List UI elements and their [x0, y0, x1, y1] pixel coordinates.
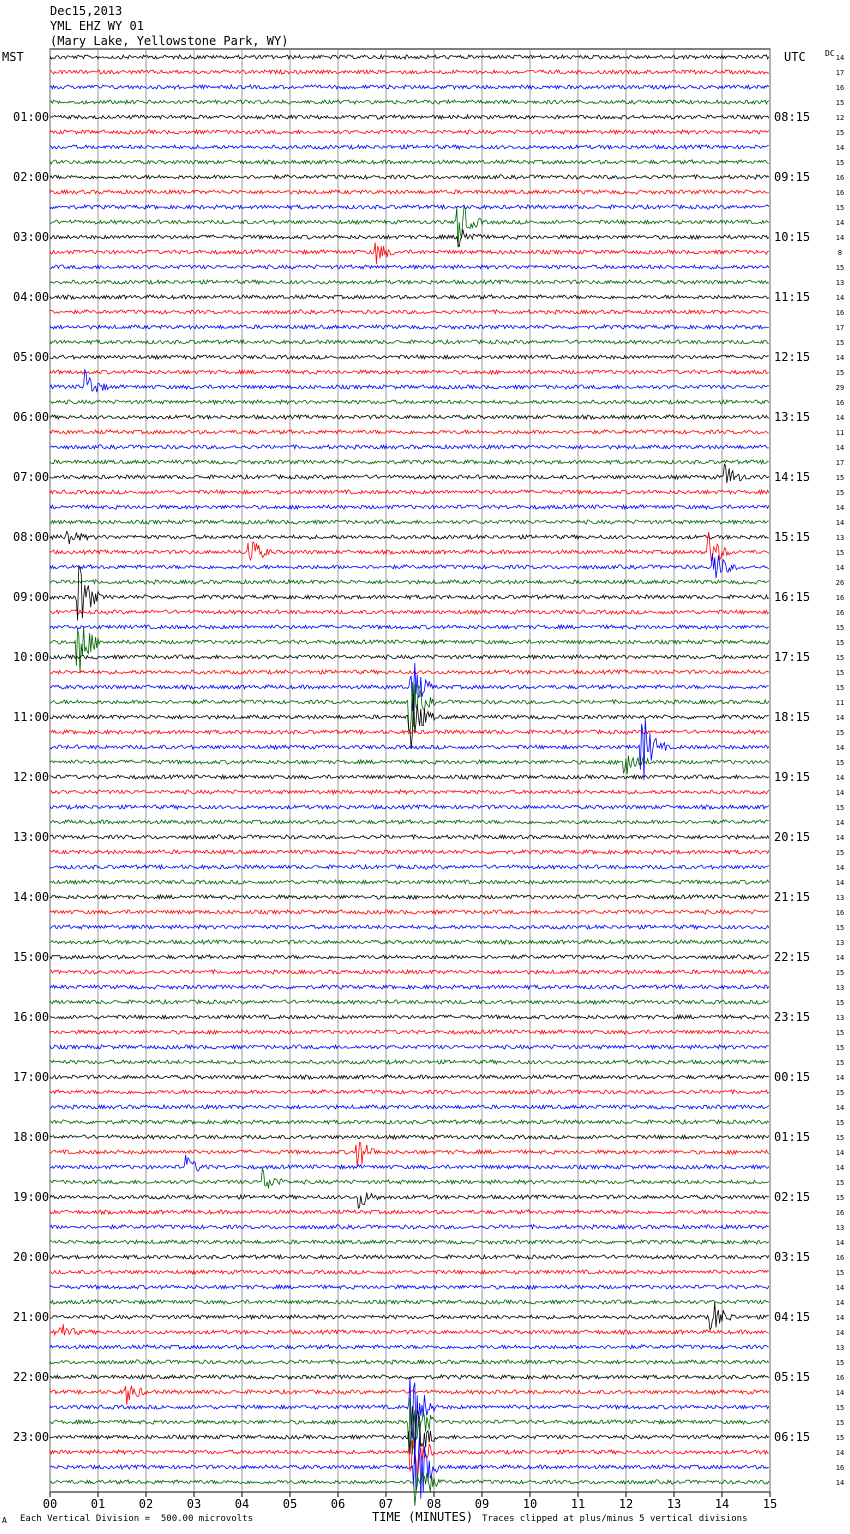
seismic-trace	[50, 925, 769, 929]
left-hour-label: 23:00	[13, 1430, 50, 1444]
left-hour-label: 12:00	[13, 770, 50, 784]
dc-offset-value: 17	[835, 69, 845, 77]
seismic-trace	[50, 910, 769, 914]
seismic-trace	[50, 820, 769, 824]
dc-offset-value: 14	[835, 819, 845, 827]
dc-offset-value: 16	[835, 1374, 845, 1382]
dc-offset-value: 14	[835, 144, 845, 152]
right-hour-label: 03:15	[774, 1250, 811, 1264]
right-hour-label: 17:15	[774, 650, 811, 664]
dc-offset-value: 14	[835, 834, 845, 842]
seismic-trace	[50, 1120, 769, 1124]
dc-offset-value: 15	[835, 1134, 845, 1142]
seismic-trace	[50, 460, 769, 464]
x-tick-label: 05	[282, 1497, 298, 1511]
seismic-trace	[50, 70, 769, 74]
dc-offset-value: 16	[835, 609, 845, 617]
right-hour-label: 22:15	[774, 950, 811, 964]
right-hour-label: 18:15	[774, 710, 811, 724]
seismic-trace	[50, 880, 769, 884]
seismic-trace	[50, 205, 769, 209]
seismic-trace	[50, 229, 769, 247]
seismic-trace	[50, 1193, 769, 1209]
x-tick-label: 08	[426, 1497, 442, 1511]
seismic-trace	[50, 865, 769, 869]
dc-offset-value: 16	[835, 1254, 845, 1262]
seismic-trace	[50, 175, 769, 179]
dc-offset-value: 15	[835, 639, 845, 647]
dc-offset-value: 15	[835, 264, 845, 272]
dc-offset-value: 14	[835, 879, 845, 887]
seismic-trace	[50, 790, 769, 794]
seismic-trace	[50, 145, 769, 149]
dc-offset-value: 15	[835, 489, 845, 497]
seismic-trace	[50, 1472, 769, 1506]
dc-offset-value: 14	[835, 1299, 845, 1307]
left-hour-label: 10:00	[13, 650, 50, 664]
x-tick-label: 03	[186, 1497, 202, 1511]
seismic-trace	[50, 1300, 769, 1304]
seismic-trace	[50, 1240, 769, 1244]
x-tick-label: 00	[42, 1497, 58, 1511]
station-code: YML EHZ WY 01	[50, 19, 144, 33]
right-hour-label: 11:15	[774, 290, 811, 304]
x-tick-label: 15	[762, 1497, 778, 1511]
dc-offset-value: 15	[835, 759, 845, 767]
dc-offset-value: 15	[835, 729, 845, 737]
seismic-trace	[50, 464, 769, 483]
x-tick-label: 12	[618, 1497, 634, 1511]
seismic-trace	[50, 490, 769, 494]
right-hour-label: 00:15	[774, 1070, 811, 1084]
seismic-trace	[50, 1360, 769, 1364]
dc-offset-value: 14	[835, 1449, 845, 1457]
seismic-trace	[50, 805, 769, 809]
dc-offset-value: 15	[835, 804, 845, 812]
dc-offset-value: 15	[835, 1359, 845, 1367]
dc-offset-value: 14	[835, 1389, 845, 1397]
right-hour-label: 08:15	[774, 110, 811, 124]
right-hour-label: 15:15	[774, 530, 811, 544]
right-hour-label: 02:15	[774, 1190, 811, 1204]
dc-offset-value: 13	[835, 894, 845, 902]
dc-offset-value: 14	[835, 504, 845, 512]
dc-offset-value: 29	[835, 384, 845, 392]
dc-offset-value: 14	[835, 864, 845, 872]
seismic-trace	[50, 1090, 769, 1094]
dc-offset-value: 16	[835, 1464, 845, 1472]
dc-offset-value: 14	[835, 294, 845, 302]
seismic-trace	[50, 1255, 769, 1259]
right-hour-label: 19:15	[774, 770, 811, 784]
x-tick-label: 01	[90, 1497, 106, 1511]
dc-offset-value: 14	[835, 219, 845, 227]
right-hour-label: 05:15	[774, 1370, 811, 1384]
left-hour-label: 02:00	[13, 170, 50, 184]
footer-mark: A	[2, 1516, 7, 1525]
dc-offset-value: 15	[835, 1089, 845, 1097]
x-tick-label: 09	[474, 1497, 490, 1511]
left-hour-label: 18:00	[13, 1130, 50, 1144]
dc-offset-value: 16	[835, 189, 845, 197]
dc-offset-value: 15	[835, 474, 845, 482]
dc-offset-value: 13	[835, 279, 845, 287]
right-hour-label: 01:15	[774, 1130, 811, 1144]
dc-offset-value: 13	[835, 1344, 845, 1352]
left-hour-label: 06:00	[13, 410, 50, 424]
seismic-trace	[50, 265, 769, 269]
seismic-trace	[50, 1375, 769, 1379]
dc-offset-value: 16	[835, 399, 845, 407]
dc-offset-value: 15	[835, 1119, 845, 1127]
dc-offset-value: 17	[835, 459, 845, 467]
right-timezone-label: UTC	[784, 50, 806, 64]
seismic-trace	[50, 190, 769, 194]
dc-offset-value: 15	[835, 549, 845, 557]
dc-offset-value: 14	[835, 714, 845, 722]
dc-offset-value: 15	[835, 129, 845, 137]
dc-offset-value: 13	[835, 984, 845, 992]
dc-offset-value: 15	[835, 159, 845, 167]
seismic-trace	[50, 85, 769, 89]
dc-offset-value: 14	[835, 744, 845, 752]
dc-offset-value: 13	[835, 534, 845, 542]
seismic-trace	[50, 1285, 769, 1289]
seismic-trace	[50, 1000, 769, 1004]
dc-offset-header: DC	[825, 49, 835, 58]
seismic-trace	[50, 1142, 769, 1166]
left-hour-label: 08:00	[13, 530, 50, 544]
dc-offset-value: 13	[835, 1224, 845, 1232]
left-hour-label: 03:00	[13, 230, 50, 244]
dc-offset-value: 15	[835, 849, 845, 857]
seismic-trace	[50, 370, 769, 374]
right-hour-label: 20:15	[774, 830, 811, 844]
x-tick-label: 10	[522, 1497, 538, 1511]
dc-offset-value: 15	[835, 924, 845, 932]
seismic-trace	[50, 719, 769, 780]
dc-offset-value: 15	[835, 654, 845, 662]
vertical-scale-note: Each Vertical Division = 500.00 microvolts	[20, 1514, 253, 1524]
dc-offset-value: 14	[835, 774, 845, 782]
seismic-trace	[50, 580, 769, 584]
left-hour-label: 20:00	[13, 1250, 50, 1264]
seismic-trace	[50, 1015, 769, 1019]
dc-offset-value: 17	[835, 324, 845, 332]
seismic-trace	[50, 1324, 769, 1335]
seismic-trace	[50, 625, 769, 629]
left-hour-label: 22:00	[13, 1370, 50, 1384]
dc-offset-value: 15	[835, 1059, 845, 1067]
x-axis-title: TIME (MINUTES)	[372, 1510, 474, 1524]
seismic-trace	[50, 1210, 769, 1214]
seismic-trace	[50, 355, 769, 359]
dc-offset-value: 13	[835, 1014, 845, 1022]
seismic-trace	[50, 340, 769, 344]
dc-offset-value: 14	[835, 54, 845, 62]
seismic-trace	[50, 55, 769, 59]
x-tick-label: 14	[714, 1497, 730, 1511]
dc-offset-value: 15	[835, 1194, 845, 1202]
dc-offset-value: 14	[835, 954, 845, 962]
right-hour-label: 06:15	[774, 1430, 811, 1444]
seismic-trace	[50, 160, 769, 164]
left-hour-label: 15:00	[13, 950, 50, 964]
dc-offset-value: 14	[835, 354, 845, 362]
dc-offset-value: 15	[835, 1404, 845, 1412]
dc-offset-value: 14	[835, 1104, 845, 1112]
left-hour-label: 04:00	[13, 290, 50, 304]
seismic-trace	[50, 1045, 769, 1049]
seismic-trace	[50, 325, 769, 329]
seismic-trace	[50, 1155, 769, 1171]
dc-offset-value: 14	[835, 1479, 845, 1487]
plot-date: Dec15,2013	[50, 4, 123, 18]
seismic-trace	[50, 295, 769, 299]
dc-offset-value: 14	[835, 1074, 845, 1082]
dc-offset-value: 14	[835, 1329, 845, 1337]
left-hour-label: 19:00	[13, 1190, 50, 1204]
right-hour-label: 21:15	[774, 890, 811, 904]
seismic-trace	[50, 415, 769, 419]
seismic-trace	[50, 610, 769, 614]
seismic-trace	[50, 445, 769, 449]
dc-offset-value: 14	[835, 414, 845, 422]
dc-offset-value: 15	[835, 1269, 845, 1277]
dc-offset-value: 12	[835, 114, 845, 122]
right-hour-label: 16:15	[774, 590, 811, 604]
seismic-trace	[50, 130, 769, 134]
dc-offset-value: 15	[835, 1029, 845, 1037]
dc-offset-value: 11	[835, 699, 845, 707]
dc-offset-value: 16	[835, 174, 845, 182]
dc-offset-value: 16	[835, 1209, 845, 1217]
seismic-trace	[50, 553, 769, 578]
right-hour-label: 10:15	[774, 230, 811, 244]
left-hour-label: 09:00	[13, 590, 50, 604]
seismic-trace	[50, 280, 769, 284]
dc-offset-value: 16	[835, 594, 845, 602]
seismic-trace	[50, 775, 769, 779]
right-hour-label: 13:15	[774, 410, 811, 424]
seismic-trace	[50, 756, 769, 774]
left-hour-label: 14:00	[13, 890, 50, 904]
seismic-trace	[50, 400, 769, 404]
x-tick-label: 02	[138, 1497, 154, 1511]
seismic-trace	[50, 207, 769, 248]
dc-offset-value: 16	[835, 84, 845, 92]
dc-offset-value: 15	[835, 669, 845, 677]
left-hour-label: 16:00	[13, 1010, 50, 1024]
seismic-trace	[50, 243, 769, 264]
dc-offset-value: 14	[835, 1149, 845, 1157]
dc-offset-value: 15	[835, 1044, 845, 1052]
seismic-trace	[50, 505, 769, 509]
dc-offset-value: 15	[835, 369, 845, 377]
dc-offset-value: 14	[835, 1164, 845, 1172]
station-location: (Mary Lake, Yellowstone Park, WY)	[50, 34, 289, 48]
seismic-trace	[50, 1168, 769, 1188]
dc-offset-value: 15	[835, 204, 845, 212]
seismic-trace	[50, 100, 769, 104]
x-tick-label: 11	[570, 1497, 586, 1511]
seismic-trace	[50, 1270, 769, 1274]
seismic-trace	[50, 531, 769, 544]
left-hour-label: 01:00	[13, 110, 50, 124]
dc-offset-value: 13	[835, 939, 845, 947]
left-hour-label: 07:00	[13, 470, 50, 484]
dc-offset-value: 14	[835, 1284, 845, 1292]
seismic-trace	[50, 1135, 769, 1139]
dc-offset-value: 14	[835, 1314, 845, 1322]
seismic-trace	[50, 1060, 769, 1064]
dc-offset-value: 15	[835, 1434, 845, 1442]
seismic-trace	[50, 1302, 769, 1330]
x-tick-label: 07	[378, 1497, 394, 1511]
dc-offset-value: 15	[835, 339, 845, 347]
seismic-trace	[50, 670, 769, 674]
dc-offset-value: 15	[835, 999, 845, 1007]
dc-offset-value: 14	[835, 234, 845, 242]
x-tick-label: 04	[234, 1497, 250, 1511]
dc-offset-value: 15	[835, 684, 845, 692]
right-hour-label: 04:15	[774, 1310, 811, 1324]
dc-offset-value: 14	[835, 519, 845, 527]
right-hour-label: 09:15	[774, 170, 811, 184]
dc-offset-value: 16	[835, 309, 845, 317]
dc-offset-value: 15	[835, 1179, 845, 1187]
left-timezone-label: MST	[2, 50, 24, 64]
left-hour-label: 11:00	[13, 710, 50, 724]
seismic-trace	[50, 682, 769, 733]
seismic-trace	[50, 626, 769, 672]
dc-offset-value: 14	[835, 1239, 845, 1247]
seismic-trace	[50, 310, 769, 314]
right-hour-label: 12:15	[774, 350, 811, 364]
dc-offset-value: 14	[835, 444, 845, 452]
seismic-trace	[50, 985, 769, 989]
right-hour-label: 23:15	[774, 1010, 811, 1024]
seismic-trace	[50, 1225, 769, 1229]
dc-offset-value: 14	[835, 564, 845, 572]
seismic-trace	[50, 115, 769, 119]
seismic-trace	[50, 430, 769, 434]
dc-offset-value: 15	[835, 1419, 845, 1427]
dc-offset-value: 26	[835, 579, 845, 587]
dc-offset-value: 15	[835, 99, 845, 107]
x-tick-label: 13	[666, 1497, 682, 1511]
seismic-trace	[50, 970, 769, 974]
dc-offset-value: 14	[835, 789, 845, 797]
left-hour-label: 21:00	[13, 1310, 50, 1324]
seismic-trace	[50, 940, 769, 944]
seismic-trace	[50, 955, 769, 959]
dc-offset-value: 8	[837, 249, 843, 257]
seismic-trace	[50, 835, 769, 839]
clipping-note: Traces clipped at plus/minus 5 vertical divisions	[482, 1514, 748, 1524]
seismic-trace	[50, 1030, 769, 1034]
dc-offset-value: 11	[835, 429, 845, 437]
seismic-trace	[50, 895, 769, 899]
seismic-trace	[50, 655, 769, 659]
left-hour-label: 13:00	[13, 830, 50, 844]
left-hour-label: 17:00	[13, 1070, 50, 1084]
seismic-trace	[50, 850, 769, 854]
seismic-trace	[50, 1075, 769, 1079]
seismic-trace	[50, 1345, 769, 1349]
dc-offset-value: 15	[835, 624, 845, 632]
x-tick-label: 06	[330, 1497, 346, 1511]
seismic-trace	[50, 1105, 769, 1109]
seismic-trace	[50, 520, 769, 524]
dc-offset-value: 15	[835, 969, 845, 977]
right-hour-label: 14:15	[774, 470, 811, 484]
dc-offset-value: 16	[835, 909, 845, 917]
left-hour-label: 05:00	[13, 350, 50, 364]
